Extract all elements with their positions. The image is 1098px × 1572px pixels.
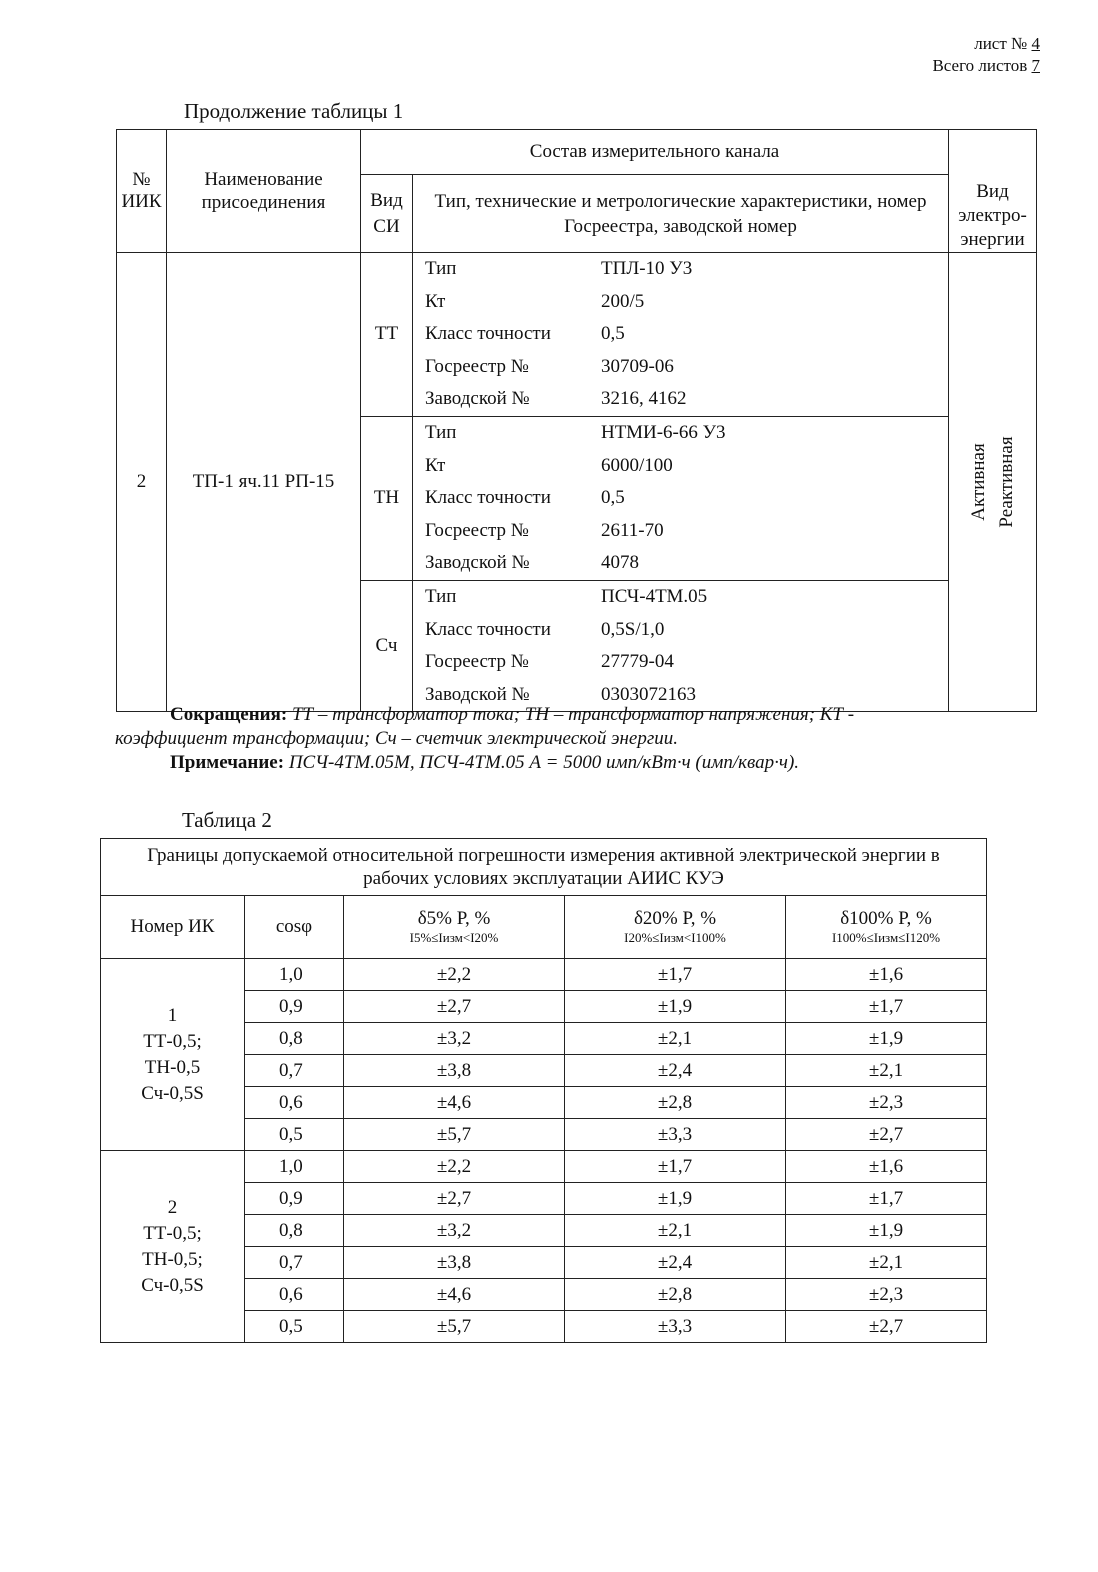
error-cell: ±2,7 (344, 991, 565, 1023)
error-cell: ±2,2 (344, 1151, 565, 1183)
cos-cell: 0,6 (245, 1087, 344, 1119)
ik-group-label: 2 ТТ-0,5; ТН-0,5; Сч-0,5S (101, 1151, 245, 1343)
col-header-energy: Вид электро-энергии (949, 130, 1037, 253)
param-row: Госреестр № 30709-06 (425, 355, 674, 377)
table-row (101, 959, 987, 991)
row-num: 2 (117, 253, 167, 712)
param-row: Заводской № 0303072163 (425, 683, 696, 705)
error-cell: ±1,7 (786, 991, 987, 1023)
vid-si-tt: ТТ (361, 253, 413, 417)
error-cell: ±2,1 (565, 1215, 786, 1247)
error-cell: ±2,1 (786, 1247, 987, 1279)
error-cell: ±1,9 (565, 1183, 786, 1215)
cos-cell: 0,7 (245, 1247, 344, 1279)
param-row: Заводской № 3216, 4162 (425, 388, 687, 410)
param-row: Тип ТПЛ-10 У3 (425, 258, 693, 280)
t2-header-d20: δ20% Р, % I20%≤Iизм<I100% (565, 896, 786, 959)
col-header-vid-si: Вид СИ (361, 175, 413, 253)
error-cell: ±1,9 (565, 991, 786, 1023)
error-cell: ±1,6 (786, 1151, 987, 1183)
param-row: Госреестр № 2611-70 (425, 519, 664, 541)
params-tn (413, 416, 949, 580)
col-header-name: Наименование присоединения (167, 130, 361, 253)
param-row: Класс точности 0,5 (425, 487, 625, 509)
error-cell: ±1,9 (786, 1215, 987, 1247)
param-row: Тип НТМИ-6-66 У3 (425, 422, 726, 444)
error-cell: ±2,7 (344, 1183, 565, 1215)
param-row: Класс точности 0,5S/1,0 (425, 618, 665, 640)
t2-header-d100: δ100% Р, % I100%≤Iизм≤I120% (786, 896, 987, 959)
vid-si-tn: ТН (361, 416, 413, 580)
cos-cell: 0,7 (245, 1055, 344, 1087)
error-cell: ±5,7 (344, 1119, 565, 1151)
t2-header-cos: cosφ (245, 896, 344, 959)
error-cell: ±1,7 (786, 1183, 987, 1215)
table2-title: Границы допускаемой относительной погрешности измерения активной электрической энергии в рабочих условиях эксплуатации АИИС КУЭ (101, 839, 987, 896)
t2-header-d5: δ5% Р, % I5%≤Iизм<I20% (344, 896, 565, 959)
note: Примечание: ПСЧ-4ТМ.05М, ПСЧ-4ТМ.05 А = 5000 имп/кВт·ч (имп/квар·ч). (170, 752, 800, 773)
error-cell: ±2,1 (786, 1055, 987, 1087)
error-cell: ±5,7 (344, 1311, 565, 1343)
cos-cell: 0,8 (245, 1023, 344, 1055)
error-cell: ±2,2 (344, 959, 565, 991)
notes-block (115, 703, 955, 775)
error-cell: ±1,7 (565, 959, 786, 991)
params-tt (413, 253, 949, 417)
error-cell: ±2,4 (565, 1055, 786, 1087)
error-cell: ±4,6 (344, 1279, 565, 1311)
table2-caption: Таблица 2 (182, 808, 272, 832)
error-cell: ±3,8 (344, 1247, 565, 1279)
error-cell: ±2,3 (786, 1279, 987, 1311)
col-header-composition: Состав измерительного канала (361, 130, 949, 175)
param-row: Госреестр № 27779-04 (425, 651, 674, 673)
error-cell: ±1,9 (786, 1023, 987, 1055)
energy-type-labels: Активная Реактивная (967, 436, 1017, 528)
col-header-char: Тип, технические и метрологические характеристики, номер Госреестра, заводской номер (413, 175, 949, 253)
error-cell: ±2,3 (786, 1087, 987, 1119)
error-cell: ±2,7 (786, 1311, 987, 1343)
error-cell: ±2,1 (565, 1023, 786, 1055)
error-cell: ±3,8 (344, 1055, 565, 1087)
abbreviations: Сокращения: ТТ – трансформатор тока; ТН – трансформатор напряжения; КТ - коэффициент трансформации; Сч – счетчик электрической энергии. (115, 704, 855, 749)
error-cell: ±2,8 (565, 1087, 786, 1119)
table2 (100, 838, 987, 1343)
vid-si-sch: Сч (361, 580, 413, 711)
error-cell: ±1,6 (786, 959, 987, 991)
param-row: Класс точности 0,5 (425, 323, 625, 345)
error-cell: ±3,3 (565, 1119, 786, 1151)
param-row: Кт 6000/100 (425, 454, 673, 476)
cos-cell: 1,0 (245, 959, 344, 991)
cos-cell: 0,6 (245, 1279, 344, 1311)
error-cell: ±3,2 (344, 1215, 565, 1247)
t2-header-num: Номер ИК (101, 896, 245, 959)
ik-group-label: 1 ТТ-0,5; ТН-0,5 Сч-0,5S (101, 959, 245, 1151)
params-sch (413, 580, 949, 711)
param-row: Тип ПСЧ-4ТМ.05 (425, 586, 708, 608)
sheet-total: Всего листов 7 (932, 56, 1040, 75)
energy-type-cell (949, 253, 1037, 712)
cos-cell: 1,0 (245, 1151, 344, 1183)
table1-caption: Продолжение таблицы 1 (184, 99, 404, 123)
error-cell: ±2,7 (786, 1119, 987, 1151)
cos-cell: 0,5 (245, 1311, 344, 1343)
table1 (116, 129, 1037, 712)
error-cell: ±1,7 (565, 1151, 786, 1183)
error-cell: ±2,8 (565, 1279, 786, 1311)
error-cell: ±4,6 (344, 1087, 565, 1119)
table-row (101, 1151, 987, 1183)
param-row: Заводской № 4078 (425, 552, 639, 574)
cos-cell: 0,8 (245, 1215, 344, 1247)
error-cell: ±3,2 (344, 1023, 565, 1055)
cos-cell: 0,9 (245, 1183, 344, 1215)
error-cell: ±3,3 (565, 1311, 786, 1343)
error-cell: ±2,4 (565, 1247, 786, 1279)
param-row: Кт 200/5 (425, 290, 645, 312)
cos-cell: 0,5 (245, 1119, 344, 1151)
sheet-number: лист № 4 (974, 34, 1040, 53)
cos-cell: 0,9 (245, 991, 344, 1023)
page-header (932, 33, 1040, 77)
row-name: ТП-1 яч.11 РП-15 (167, 253, 361, 712)
col-header-num: № ИИК (117, 130, 167, 253)
